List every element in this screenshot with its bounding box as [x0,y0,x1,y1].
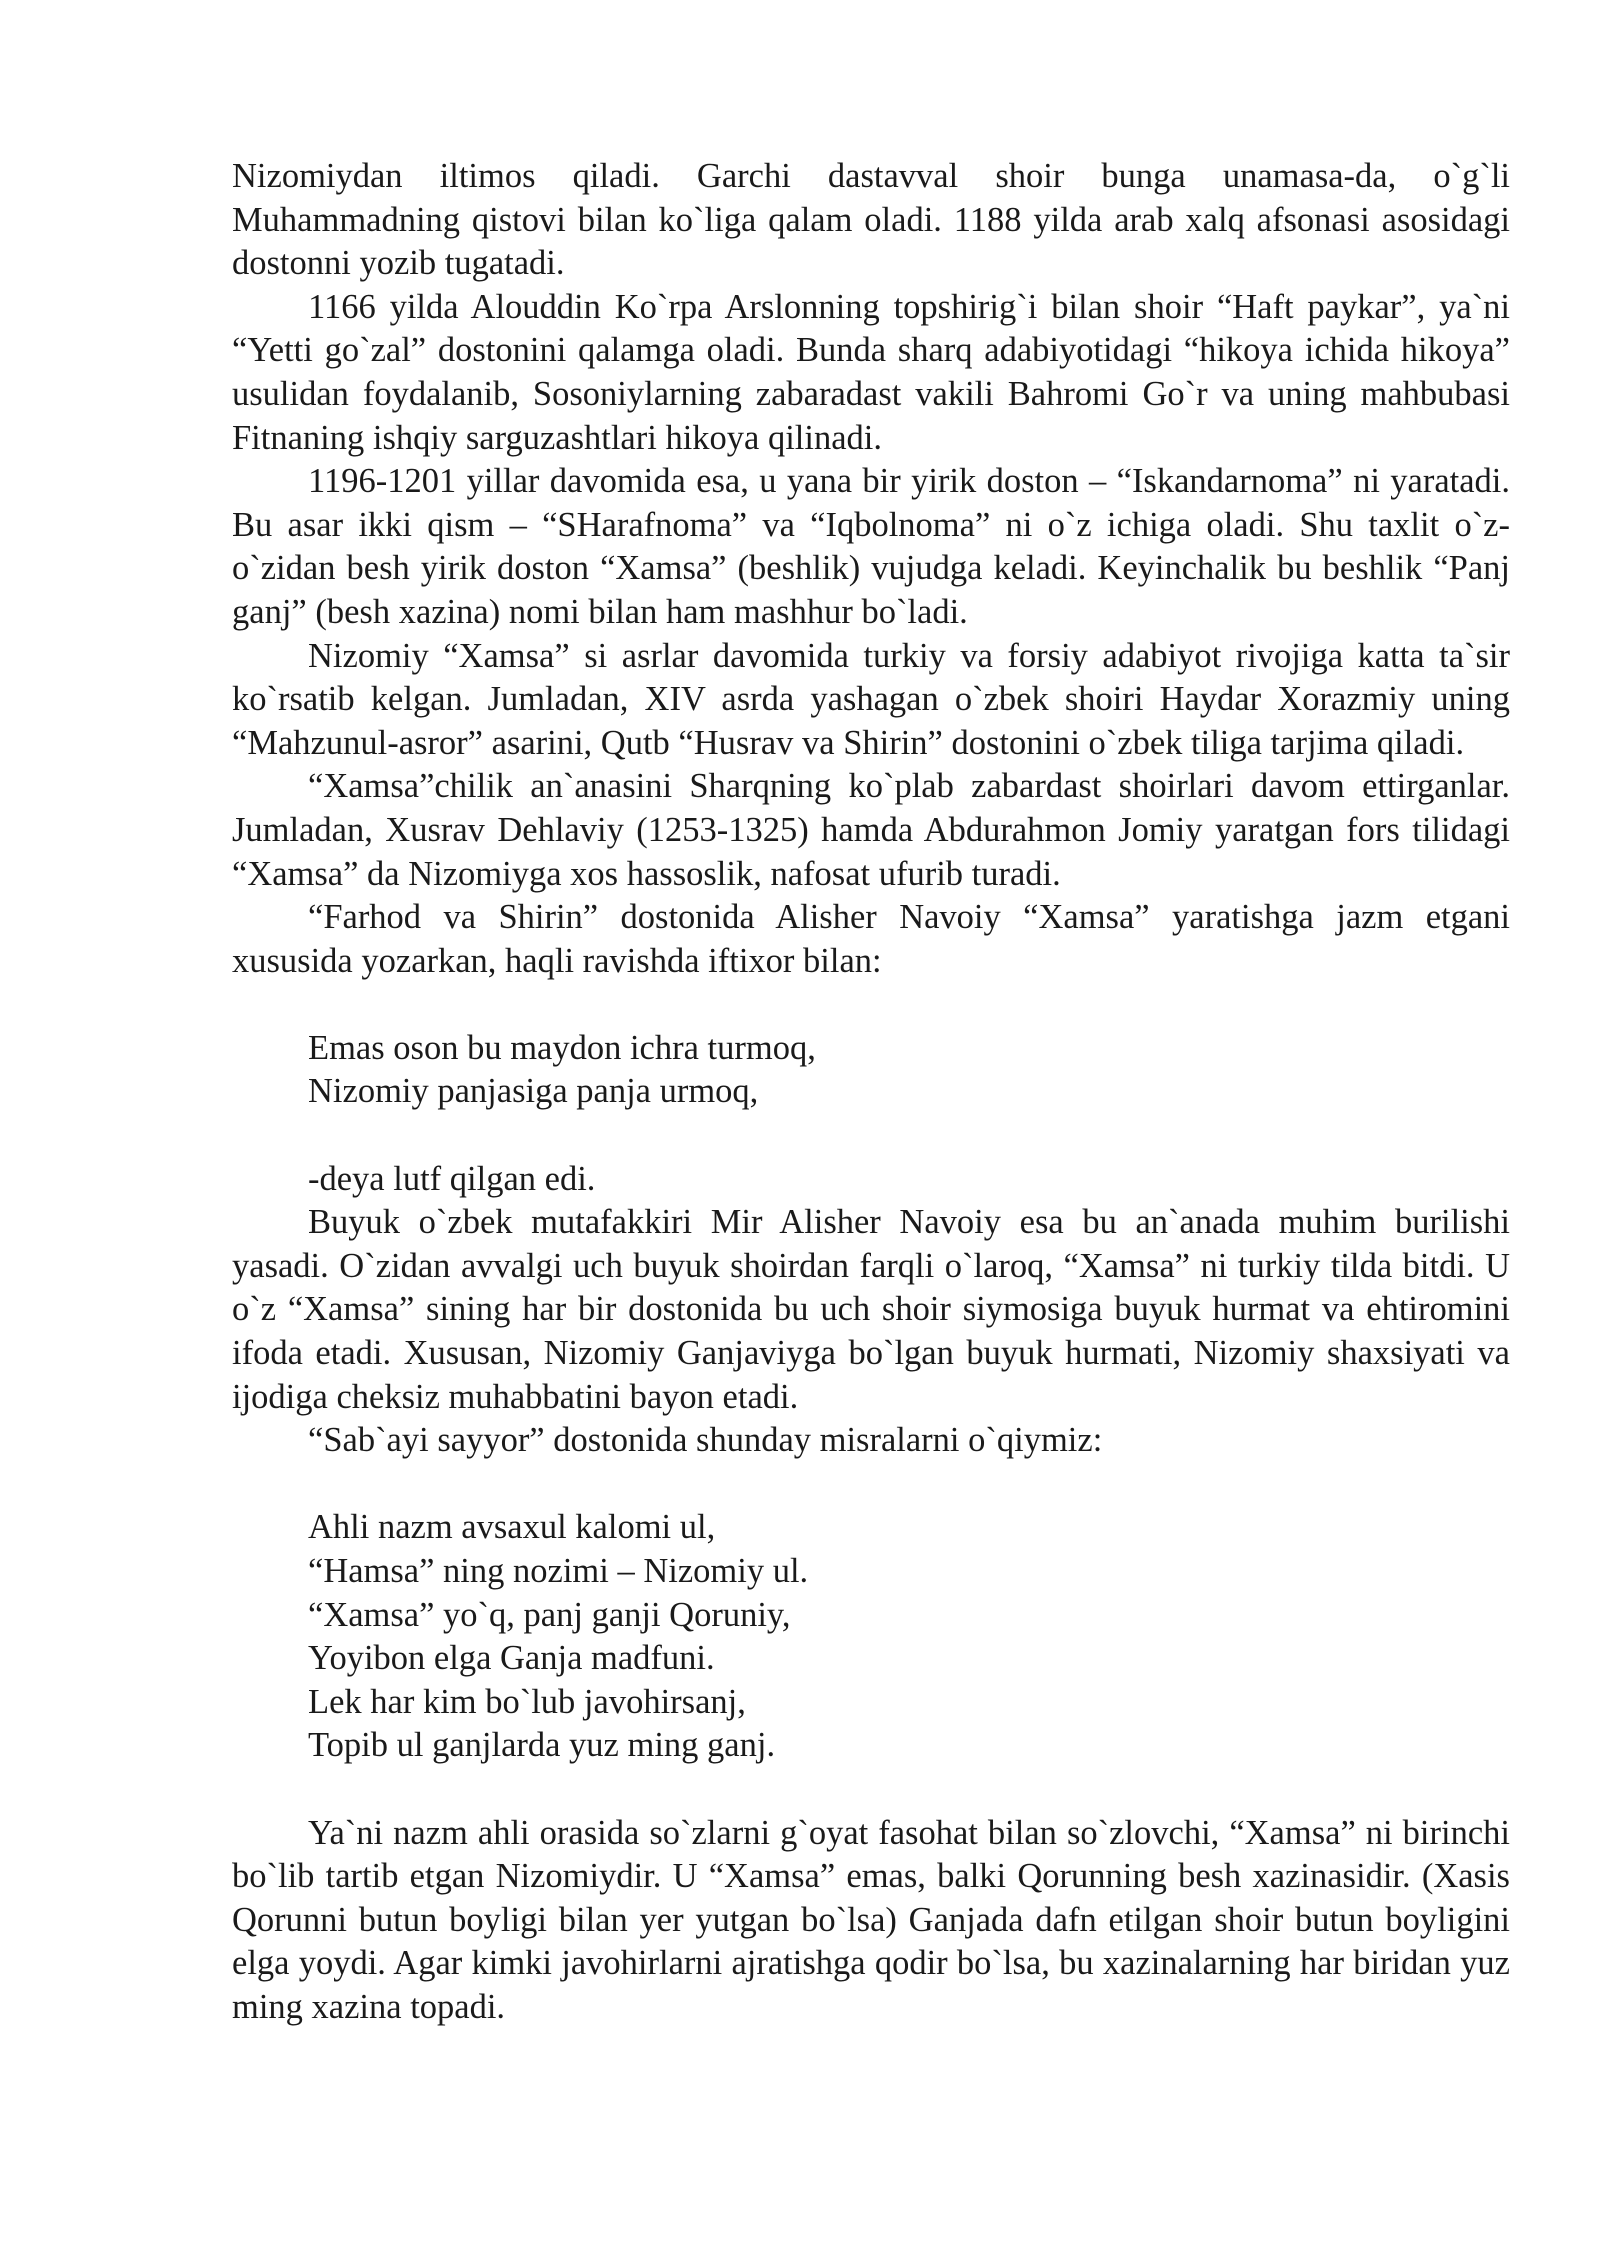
paragraph: Buyuk o`zbek mutafakkiri Mir Alisher Navoiy esa bu an`anada muhim burilishi yasadi. O`zidan avvalgi uch buyuk shoirdan farqli o`laroq, “Xamsa” ni turkiy tilda bitdi. U o`z “Xamsa” sining har bir dostonida bu uch shoir siymosiga buyuk hurmat va ehtiromini ifoda etadi. Xususan, Nizomiy Ganjaviyga bo`lgan buyuk hurmati, Nizomiy shaxsiyati va ijodiga cheksiz muhabbatini bayon etadi. [232,1203,1510,1416]
paragraph: 1196-1201 yillar davomida esa, u yana bir yirik doston – “Iskandarnoma” ni yaratadi. Bu asar ikki qism – “SHarafnoma” va “Iqbolnoma” ni o`z ichiga oladi. Shu taxlit o`z-o`zidan besh yirik doston “Xamsa” (beshlik) vujudga keladi. Keyinchalik bu beshlik “Panj ganj” (besh xazina) nomi bilan ham mashhur bo`ladi. [232,462,1510,631]
verse-line: Emas oson bu maydon ichra turmoq, [308,1028,816,1067]
paragraph: Ya`ni nazm ahli orasida so`zlarni g`oyat fasohat bilan so`zlovchi, “Xamsa” ni birinchi bo`lib tartib etgan Nizomiydir. U “Xamsa” emas, balki Qorunning besh xazinasidir. (Xasis Qorunni butun boyligi bilan yer yutgan bo`lsa) Ganjada dafn etilgan shoir butun boyligini elga yoydi. Agar kimki javohirlarni ajratishga qodir bo`lsa, bu xazinalarning har biridan yuz ming xazina topadi. [232,1813,1510,2026]
verse-line: Lek har kim bo`lub javohirsanj, [308,1682,746,1721]
verse-line: Topib ul ganjlarda yuz ming ganj. [308,1726,776,1765]
paragraph: “Farhod va Shirin” dostonida Alisher Navoiy “Xamsa” yaratishga jazm etgani xususida yozarkan, haqli ravishda iftixor bilan: [232,898,1510,980]
paragraph: “Sab`ayi sayyor” dostonida shunday misralarni o`qiymiz: [308,1421,1103,1460]
verse-line: Yoyibon elga Ganja madfuni. [308,1639,715,1678]
verse-line: “Xamsa” yo`q, panj ganji Qoruniy, [308,1595,791,1634]
verse-quote [308,1027,1510,1114]
document-page [232,155,1510,2030]
paragraph: -deya lutf qilgan edi. [308,1159,596,1198]
verse-line: Nizomiy panjasiga panja urmoq, [308,1072,759,1111]
paragraph: Nizomiy “Xamsa” si asrlar davomida turkiy va forsiy adabiyot rivojiga katta ta`sir ko`rsatib kelgan. Jumladan, XIV asrda yashagan o`zbek shoiri Haydar Xorazmiy uning “Mahzunul-asror” asarini, Qutb “Husrav va Shirin” dostonini o`zbek tiliga tarjima qiladi. [232,636,1510,762]
verse-line: “Hamsa” ning nozimi – Nizomiy ul. [308,1552,809,1590]
verse-line: Ahli nazm avsaxul kalomi ul, [308,1508,716,1547]
paragraph: “Xamsa”chilik an`anasini Sharqning ko`plab zabardast shoirlari davom ettirganlar. Jumladan, Xusrav Dehlaviy (1253-1325) hamda Abdurahmon Jomiy yaratgan fors tilidagi “Xamsa” da Nizomiyga xos hassoslik, nafosat ufurib turadi. [232,767,1510,893]
paragraph: 1166 yilda Alouddin Ko`rpa Arslonning topshirig`i bilan shoir “Haft paykar”, ya`ni “Yetti go`zal” dostonini qalamga oladi. Bunda sharq adabiyotidagi “hikoya ichida hikoya” usulidan foydalanib, Sosoniylarning zabaradast vakili Bahromi Go`r va uning mahbubasi Fitnaning ishqiy sarguzashtlari hikoya qilinadi. [232,287,1510,457]
verse-quote [308,1506,1510,1768]
paragraph: Nizomiydan iltimos qiladi. Garchi dastavval shoir bunga unamasa-da, o`g`li Muhammadning qistovi bilan ko`liga qalam oladi. 1188 yilda arab xalq afsonasi asosidagi dostonni yozib tugatadi. [232,157,1510,283]
